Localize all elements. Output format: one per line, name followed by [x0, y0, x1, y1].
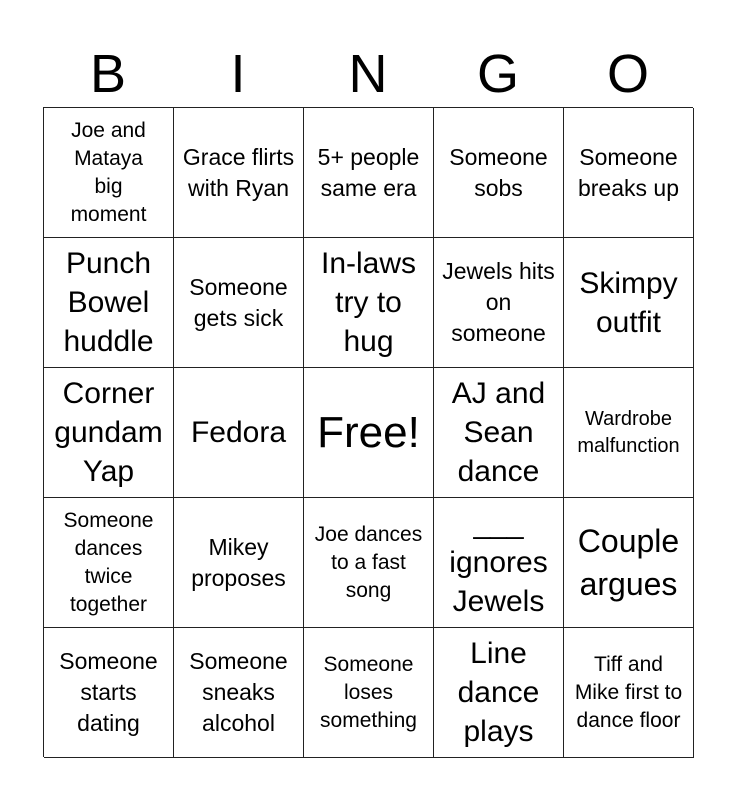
bingo-header [43, 40, 693, 108]
cell-text: Jewels hits on someone [442, 258, 555, 346]
cell-text: Someone sneaks alcohol [189, 648, 288, 736]
cell-text: Mikey proposes [191, 533, 286, 591]
cell-text: Punch Bowel huddle [63, 247, 154, 358]
cell-text: AJ and Sean dance [451, 377, 546, 488]
cell-text: Someone sobs [449, 143, 548, 201]
bingo-cell[interactable] [434, 238, 564, 368]
cell-text: Someone dances twice together [63, 508, 154, 616]
bingo-cell[interactable] [44, 238, 174, 368]
bingo-cell[interactable] [564, 368, 694, 498]
bingo-cell[interactable] [174, 238, 304, 368]
cell-text: Someone starts dating [59, 648, 158, 736]
cell-text: Line dance plays [457, 637, 540, 748]
bingo-cell[interactable] [434, 628, 564, 758]
header-letter-o: O [606, 44, 649, 104]
header-letter-g: G [476, 44, 519, 104]
bingo-cell[interactable] [564, 498, 694, 628]
bingo-cell[interactable] [304, 108, 434, 238]
bingo-cell[interactable] [44, 498, 174, 628]
cell-text: In-laws try to hug [320, 247, 417, 358]
bingo-cell[interactable] [304, 628, 434, 758]
cell-text: Someone breaks up [577, 143, 679, 201]
cell-text: Joe and Mataya big moment [70, 118, 147, 226]
cell-text: Grace flirts with Ryan [182, 143, 295, 201]
header-letter-n: N [348, 44, 388, 104]
bingo-cell[interactable] [434, 368, 564, 498]
bingo-board [43, 107, 693, 757]
bingo-cell[interactable] [304, 238, 434, 368]
bingo-cell[interactable] [44, 628, 174, 758]
cell-text: Joe dances to a fast song [314, 522, 423, 602]
bingo-cell[interactable] [174, 498, 304, 628]
cell-text: Skimpy outfit [579, 266, 678, 339]
header-letter-i: I [230, 44, 246, 104]
bingo-cell[interactable] [174, 628, 304, 758]
bingo-cell[interactable] [564, 628, 694, 758]
bingo-cell[interactable] [564, 108, 694, 238]
header-letter-b: B [89, 44, 127, 104]
cell-text: Couple argues [577, 522, 680, 602]
bingo-cell[interactable] [174, 368, 304, 498]
cell-text: Corner gundam Yap [54, 377, 163, 488]
cell-text: Someone loses something [320, 652, 417, 732]
bingo-cell[interactable] [174, 108, 304, 238]
cell-text: Fedora [190, 416, 287, 449]
cell-text: Wardrobe malfunction [577, 407, 680, 457]
cell-text: Someone gets sick [189, 273, 288, 331]
bingo-cell[interactable] [564, 238, 694, 368]
bingo-cell[interactable] [434, 108, 564, 238]
free-space-cell[interactable] [304, 368, 434, 498]
bingo-cell[interactable] [304, 498, 434, 628]
bingo-cell[interactable] [44, 368, 174, 498]
bingo-cell[interactable] [44, 108, 174, 238]
bingo-cell[interactable] [434, 498, 564, 628]
cell-text: Tiff and Mike first to dance floor [574, 652, 683, 732]
cell-text: 5+ people same era [317, 143, 420, 201]
free-space-text: Free! [317, 407, 420, 457]
cell-text: ___ ignores Jewels [449, 507, 548, 618]
